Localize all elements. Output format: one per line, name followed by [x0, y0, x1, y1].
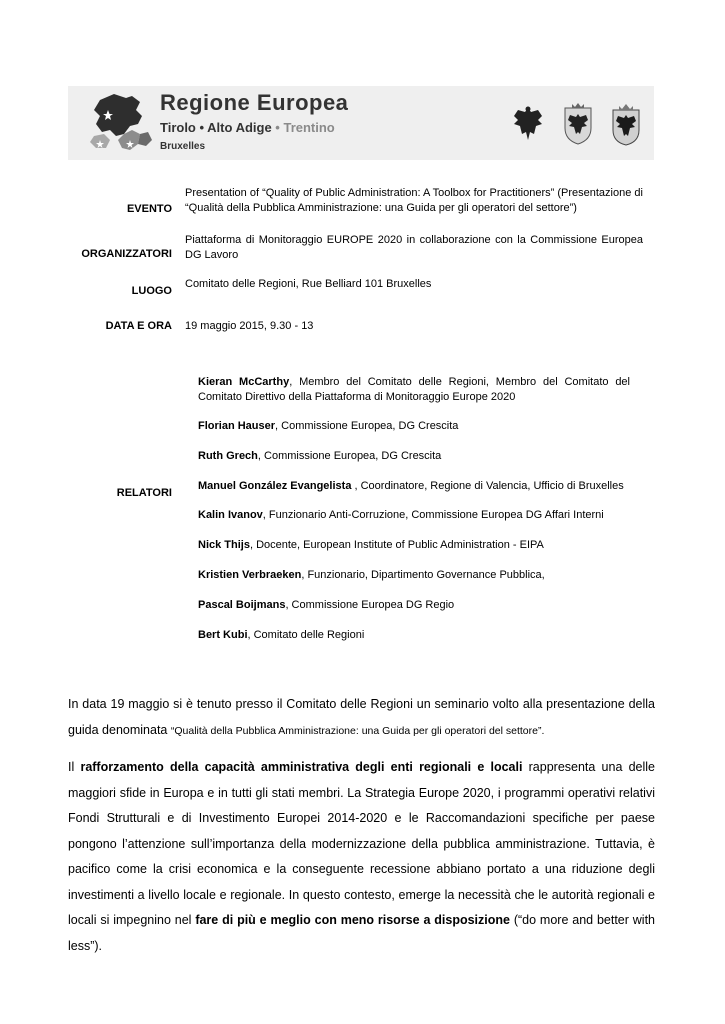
- luogo-label: LUOGO: [131, 285, 172, 297]
- speaker-item: [198, 568, 630, 583]
- emphasis-capacity: rafforzamento della capacità amministrativa degli enti regionali e locali: [80, 760, 523, 774]
- header-banner: [68, 86, 654, 160]
- paragraph-text: In data 19 maggio si è tenuto presso il Comitato delle Regioni un seminario volto alla presentazione della guida denominata: [68, 697, 655, 737]
- luogo-value: Comitato delle Regioni, Rue Belliard 101 Bruxelles: [185, 278, 432, 290]
- south-tyrol-shield-crest-icon: [562, 102, 594, 146]
- brand-subtitle: [160, 120, 335, 135]
- subtitle-trentino: Trentino: [283, 120, 335, 135]
- brand-title: Regione Europea: [160, 90, 349, 115]
- speaker-role: , Docente, European Institute of Public Administration - EIPA: [249, 539, 544, 551]
- subtitle-alto-adige: Alto Adige: [207, 120, 272, 135]
- speaker-name: Kalin Ivanov: [198, 509, 263, 521]
- subtitle-separator: •: [271, 120, 284, 135]
- paragraph-text: rappresenta una delle maggiori sfide in Europa e in tutti gli stati membri. La Strategia Europe 2020, i programmi operativi relativi Fondi Strutturali e di Investimento Europei 2014-2020 e le Raccomandazioni specifiche per paese pongono l’attenzione sull’importanza della modernizzazione della pubblica amministrazione. Tuttavia, è pacifico come la crisi economica e la conseguente recessione abbiano portato a una riduzione degli investimenti a livello locale e regionale. In questo contesto, emerge la necessità che le autorità regionali e locali si impegnino nel: [68, 760, 655, 927]
- speaker-name: Florian Hauser: [198, 420, 276, 432]
- speaker-name: Kieran McCarthy: [198, 376, 290, 388]
- speaker-item: [198, 538, 630, 553]
- speaker-item: [198, 628, 630, 643]
- tirol-eagle-crest-icon: [512, 102, 544, 146]
- speaker-item: [198, 449, 630, 464]
- subtitle-tirolo: Tirolo: [160, 120, 196, 135]
- data-ora-label: DATA E ORA: [105, 320, 172, 332]
- speaker-name: Nick Thijs: [198, 539, 250, 551]
- paragraph-text: Il: [68, 760, 81, 774]
- brand-city: Bruxelles: [160, 141, 206, 152]
- evento-value: Presentation of “Quality of Public Administration: A Toolbox for Practitioners” (Presentazione di “Qualità della Pubblica Amministrazione: una Guida per gli operatori del settore”): [185, 187, 643, 214]
- speaker-role: , Commissione Europea, DG Crescita: [275, 420, 459, 432]
- speaker-item: [198, 375, 630, 405]
- speaker-name: Pascal Boijmans: [198, 599, 286, 611]
- speaker-role: , Commissione Europea DG Regio: [285, 599, 455, 611]
- trentino-shield-crest-icon: [610, 102, 642, 146]
- speaker-role: , Coordinatore, Regione di Valencia, Ufficio di Bruxelles: [351, 480, 624, 492]
- emphasis-do-more: fare di più e meglio con meno risorse a disposizione: [195, 913, 510, 927]
- organizzatori-value: Piattaforma di Monitoraggio EUROPE 2020 in collaborazione con la Commissione Europea DG Lavoro: [185, 234, 643, 261]
- subtitle-separator: •: [195, 120, 208, 135]
- paragraph-text: (“do more and better with less”).: [68, 913, 656, 953]
- speaker-item: [198, 419, 630, 434]
- data-ora-value: 19 maggio 2015, 9.30 - 13: [185, 320, 314, 332]
- speaker-name: Ruth Grech: [198, 450, 258, 462]
- speaker-role: , Funzionario, Dipartimento Governance Pubblica,: [301, 569, 545, 581]
- speaker-role: , Commissione Europea, DG Crescita: [257, 450, 442, 462]
- speaker-item: [198, 508, 630, 523]
- evento-label: EVENTO: [126, 203, 172, 215]
- speaker-role: , Comitato delle Regioni: [247, 629, 365, 641]
- guide-title-quote: “Qualità della Pubblica Amministrazione: una Guida per gli operatori del settore”.: [170, 724, 545, 737]
- body-paragraph-1: [68, 692, 655, 744]
- speaker-role: , Membro del Comitato delle Regioni, Membro del Comitato del Comitato Direttivo della Piattaforma di Monitoraggio Europe 2020: [198, 376, 630, 403]
- speaker-name: Bert Kubi: [198, 629, 248, 641]
- speaker-item: [198, 598, 630, 613]
- speaker-name: Kristien Verbraeken: [198, 569, 302, 581]
- speaker-role: , Funzionario Anti-Corruzione, Commissione Europea DG Affari Interni: [262, 509, 604, 521]
- speaker-name: Manuel González Evangelista: [198, 480, 352, 492]
- organizzatori-label: ORGANIZZATORI: [81, 248, 172, 260]
- speaker-item: [198, 479, 630, 494]
- relatori-label: RELATORI: [116, 487, 172, 499]
- body-paragraph-2: [68, 755, 655, 959]
- region-map-logo: [80, 90, 166, 158]
